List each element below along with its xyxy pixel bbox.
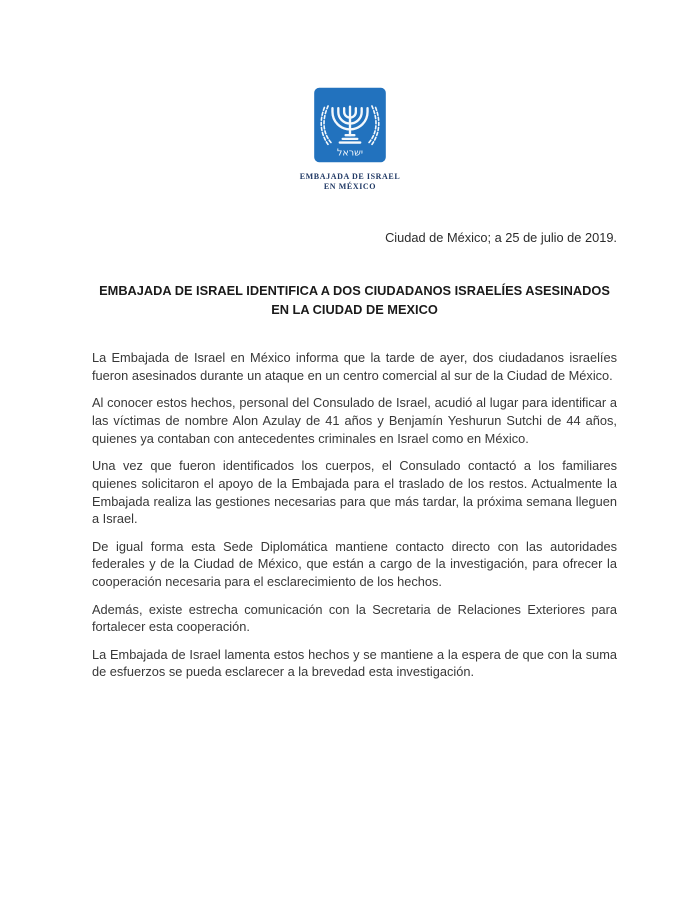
emblem-hebrew-text: ישראל — [337, 147, 363, 159]
body-paragraph: Al conocer estos hechos, personal del Consulado de Israel, acudió al lugar para identificar a las víctimas de nombre Alon Azulay de 41 años y Benjamín Yeshurun Sutchi de 44 años, quienes ya contaban con antecedentes criminales en Israel como en México. — [92, 395, 617, 446]
embassy-logo-block — [0, 87, 700, 192]
logo-caption-line1: EMBAJADA DE ISRAEL — [299, 172, 401, 181]
dateline: Ciudad de México; a 25 de julio de 2019. — [385, 230, 617, 245]
logo-caption-line2: EN MÉXICO — [323, 182, 377, 191]
logo-caption — [0, 172, 700, 192]
body-paragraph: Además, existe estrecha comunicación con la Secretaria de Relaciones Exteriores para fortalecer esta cooperación. — [92, 601, 617, 635]
body-paragraph: La Embajada de Israel en México informa que la tarde de ayer, dos ciudadanos israelíes fueron asesinados durante un ataque en un centro comercial al sur de la Ciudad de México. — [92, 350, 617, 383]
document-body — [92, 349, 617, 691]
israel-emblem-icon — [313, 87, 387, 163]
document-title: EMBAJADA DE ISRAEL IDENTIFICA A DOS CIUDADANOS ISRAELÍES ASESINADOS EN LA CIUDAD DE MEXICO — [99, 283, 610, 317]
body-paragraph: Una vez que fueron identificados los cuerpos, el Consulado contactó a los familiares quienes solicitaron el apoyo de la Embajada para el traslado de los restos. Actualmente la Embajada realiza las gestiones necesarias para que más tardar, la próxima semana lleguen a Israel. — [92, 457, 617, 527]
body-paragraph: De igual forma esta Sede Diplomática mantiene contacto directo con las autoridades federales y de la Ciudad de México, que están a cargo de la investigación, para ofrecer la cooperación necesaria para el esclarecimiento de los hechos. — [92, 538, 617, 590]
body-paragraph: La Embajada de Israel lamenta estos hechos y se mantiene a la espera de que con la suma de esfuerzos se pueda esclarecer a la brevedad esta investigación. — [92, 646, 617, 680]
